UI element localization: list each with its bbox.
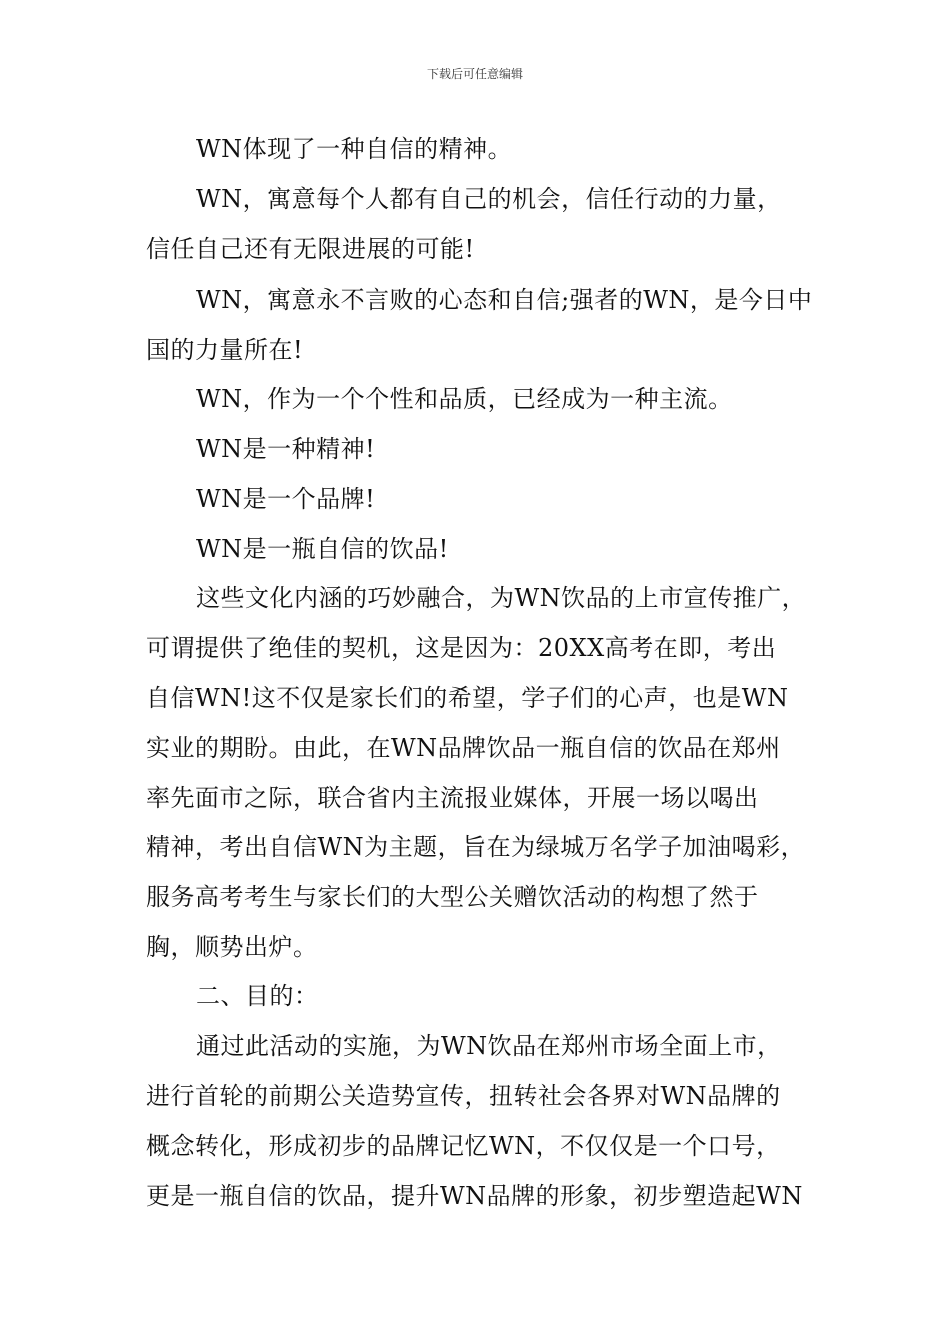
text-line: 通过此活动的实施，为WN饮品在郑州市场全面上市，	[196, 1032, 782, 1060]
text-line: 概念转化，形成初步的品牌记忆WN，不仅仅是一个口号，	[146, 1132, 781, 1160]
text-line: 这些文化内涵的巧妙融合，为WN饮品的上市宣传推广，	[196, 584, 807, 612]
text-line: 胸，顺势出炉。	[146, 933, 318, 961]
text-line: 国的力量所在!	[146, 336, 304, 364]
text-line: WN，作为一个个性和品质，已经成为一种主流。	[196, 385, 733, 413]
text-line: WN是一瓶自信的饮品!	[196, 535, 449, 563]
text-line: 进行首轮的前期公关造势宣传，扭转社会各界对WN品牌的	[146, 1082, 781, 1110]
text-line: 可谓提供了绝佳的契机，这是因为：20XX高考在即，考出	[146, 634, 777, 662]
text-line: 实业的期盼。由此，在WN品牌饮品一瓶自信的饮品在郑州	[146, 734, 781, 762]
text-line: WN是一种精神!	[196, 435, 376, 463]
text-line: 率先面市之际，联合省内主流报业媒体，开展一场以喝出	[146, 784, 759, 812]
page-header: 下载后可任意编辑	[426, 67, 523, 81]
text-line: 更是一瓶自信的饮品，提升WN品牌的形象，初步塑造起WN	[146, 1182, 803, 1210]
text-line: WN体现了一种自信的精神。	[196, 135, 513, 163]
section-heading: 二、目的：	[196, 982, 319, 1010]
text-line: 精神，考出自信WN为主题，旨在为绿城万名学子加油喝彩，	[146, 833, 806, 861]
text-line: 服务高考考生与家长们的大型公关赠饮活动的构想了然于	[146, 883, 759, 911]
text-line: WN，寓意每个人都有自己的机会，信任行动的力量，	[196, 185, 782, 213]
text-line: WN，寓意永不言败的心态和自信;强者的WN，是今日中	[196, 286, 813, 314]
text-line: 信任自己还有无限进展的可能!	[146, 235, 475, 263]
text-line: 自信WN!这不仅是家长们的希望，学子们的心声，也是WN	[146, 684, 789, 712]
text-line: WN是一个品牌!	[196, 485, 376, 513]
